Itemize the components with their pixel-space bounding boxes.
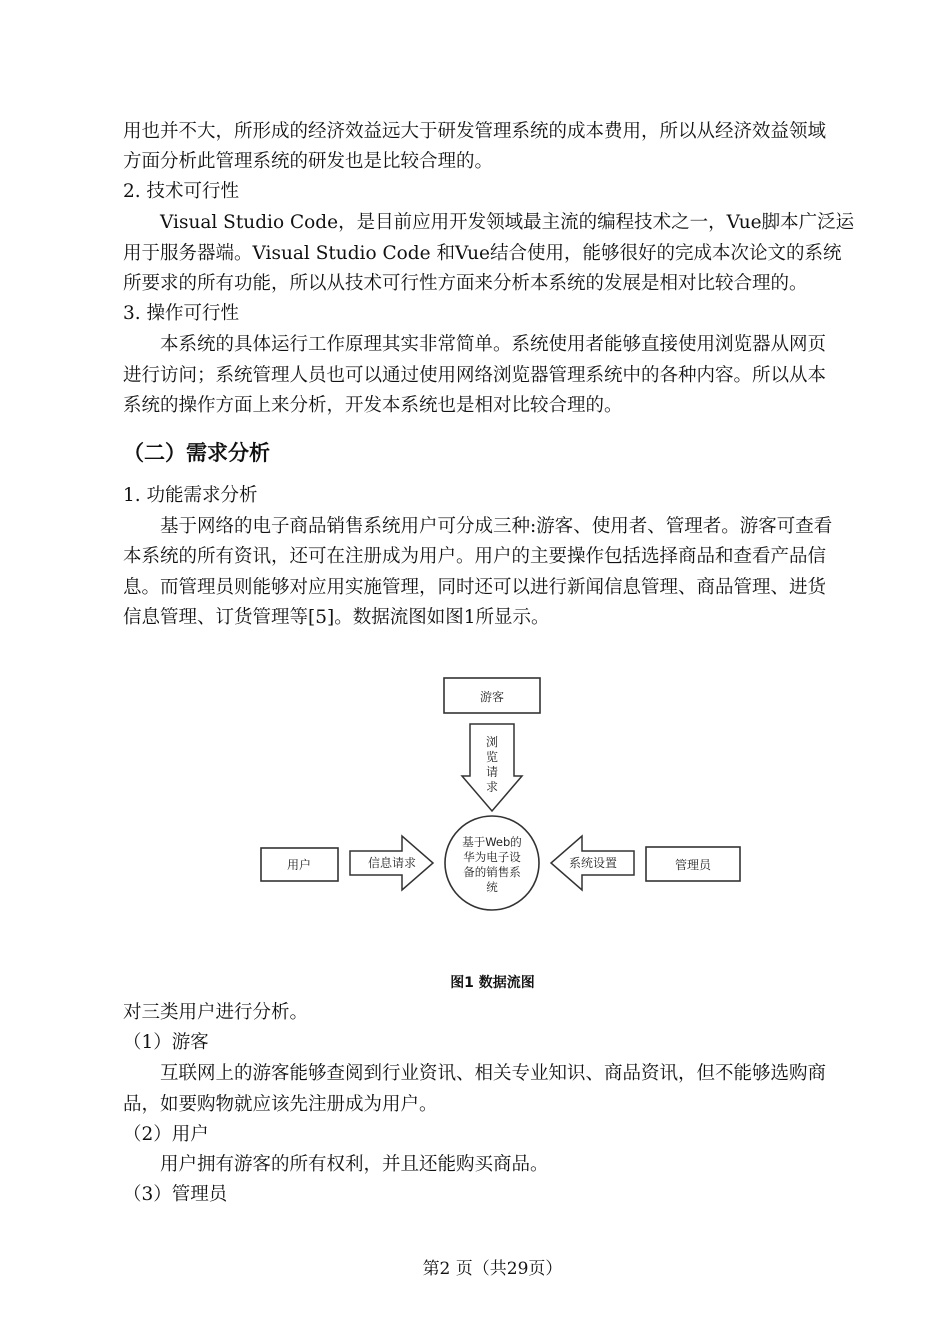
browse-char: 览 xyxy=(485,750,499,764)
paragraph-line: 信息管理、订货管理等[5]。数据流图如图1所显示。 xyxy=(123,607,550,628)
subsection-title: （1）游客 xyxy=(123,1032,209,1053)
browse-char: 求 xyxy=(485,780,499,794)
system-label-line: 华为电子设 xyxy=(463,850,521,864)
system-label-line: 基于Web的 xyxy=(462,835,522,849)
paragraph-line: Visual Studio Code，是目前应用开发领域最主流的编程技术之一，Vue脚本广泛运 xyxy=(160,212,855,233)
system-label-line: 备的销售系 xyxy=(463,865,521,879)
paragraph-line: 用于服务器端。Visual Studio Code 和Vue结合使用，能够很好的完成本次论文的系统 xyxy=(123,243,842,264)
paragraph-line: 品，如要购物就应该先注册成为用户。 xyxy=(123,1094,438,1115)
section-heading: （二）需求分析 xyxy=(123,441,270,465)
paragraph-line: 互联网上的游客能够查阅到行业资讯、相关专业知识、商品资讯，但不能够选购商 xyxy=(160,1063,827,1084)
subsection-title: （3）管理员 xyxy=(123,1184,228,1205)
page-footer: 第2 页（共29页） xyxy=(422,1259,563,1279)
browse-char: 请 xyxy=(485,765,499,779)
section-title: 1. 功能需求分析 xyxy=(123,485,258,506)
user-label: 用户 xyxy=(286,858,312,872)
subsection-title: （2）用户 xyxy=(123,1124,209,1145)
paragraph-line: 进行访问；系统管理人员也可以通过使用网络浏览器管理系统中的各种内容。所以从本 xyxy=(123,365,827,386)
paragraph-line: 息。而管理员则能够对应用实施管理，同时还可以进行新闻信息管理、商品管理、进货 xyxy=(123,577,827,598)
paragraph-line: 方面分析此管理系统的研发也是比较合理的。 xyxy=(123,151,494,172)
visitor-label: 游客 xyxy=(479,690,505,704)
section-title: 2. 技术可行性 xyxy=(123,181,240,202)
info-request-label: 信息请求 xyxy=(367,856,417,870)
figure-caption: 图1 数据流图 xyxy=(450,975,535,991)
paragraph-line: 用户拥有游客的所有权利，并且还能购买商品。 xyxy=(160,1154,549,1175)
browse-char: 浏 xyxy=(485,735,499,749)
paragraph-line: 所要求的所有功能，所以从技术可行性方面来分析本系统的发展是相对比较合理的。 xyxy=(123,273,808,294)
paragraph-line: 基于网络的电子商品销售系统用户可分成三种:游客、使用者、管理者。游客可查看 xyxy=(160,516,833,537)
paragraph-line: 本系统的所有资讯，还可在注册成为用户。用户的主要操作包括选择商品和查看产品信 xyxy=(123,546,827,567)
paragraph-line: 对三类用户进行分析。 xyxy=(123,1002,309,1023)
admin-label: 管理员 xyxy=(674,858,712,872)
system-settings-label: 系统设置 xyxy=(568,856,618,870)
system-label-line: 统 xyxy=(486,880,498,894)
paragraph-line: 本系统的具体运行工作原理其实非常简单。系统使用者能够直接使用浏览器从网页 xyxy=(160,334,827,355)
section-title: 3. 操作可行性 xyxy=(123,303,240,324)
paragraph-line: 用也并不大，所形成的经济效益远大于研发管理系统的成本费用，所以从经济效益领域 xyxy=(123,121,827,142)
paragraph-line: 系统的操作方面上来分析，开发本系统也是相对比较合理的。 xyxy=(123,395,623,416)
